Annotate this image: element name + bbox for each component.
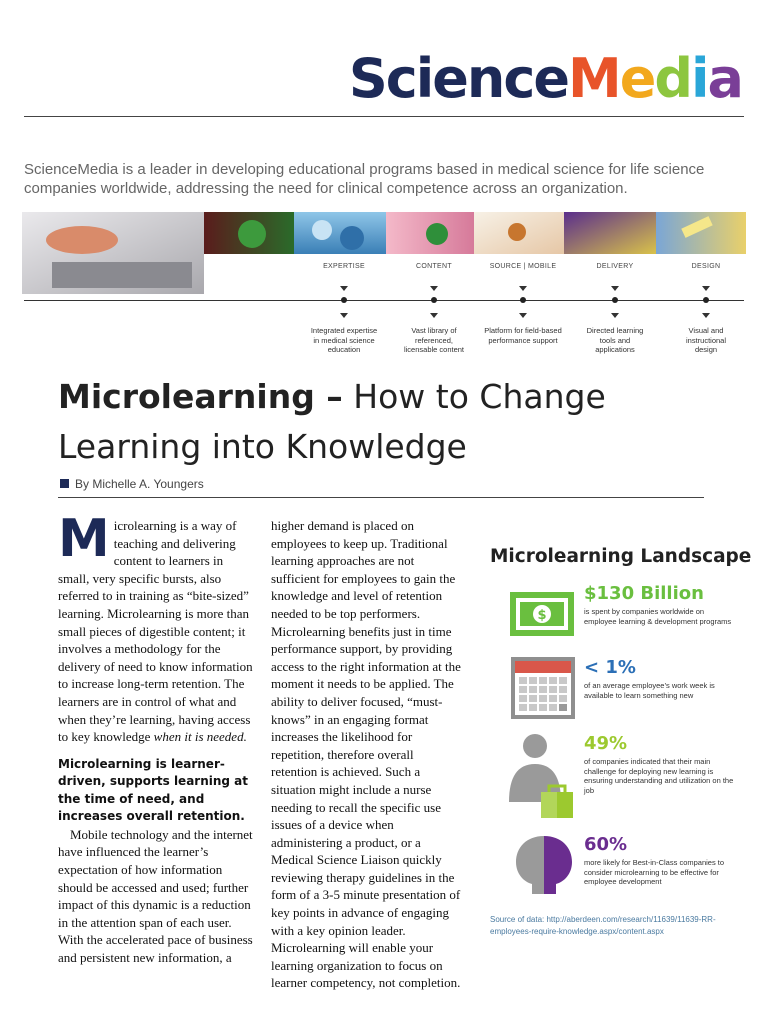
stat-value: 60%	[584, 834, 628, 855]
arrow-down-icon	[519, 313, 527, 318]
logo-letter: a	[707, 47, 742, 110]
stage-description: Integrated expertise in medical science education	[310, 326, 378, 354]
arrow-down-icon	[340, 313, 348, 318]
article-column-1	[58, 509, 253, 966]
arrow-down-icon	[611, 313, 619, 318]
logo-letter: e	[619, 47, 655, 110]
stat-money	[584, 583, 734, 626]
stat-text: more likely for Best-in-Class companies to consider microlearning to be effective for employee development	[584, 858, 725, 886]
article-paragraph: higher demand is placed on employees to keep up. Traditional learning approaches are not sufficient for employees to gain the knowledge and level of retention needed to be top performers. Microlearning benefits just in time performance support, by providing access to the right information at the moment it needs to be applied. The ability to deliver focused, “must-knows” in an engaging format increases the likelihood for repetition, therefore overall retention is achieved. Such a situation might include a nurse needing to recall the specific use issues of a device when administering a product, or a Medical Science Liaison quickly reviewing therapy guidelines in the form of a 3-5 minute presentation of key points in advance of engaging with a key opinion leader. Microlearning will enable your learning organization to focus on learner competency, not completion.	[271, 518, 461, 991]
person-icon	[505, 732, 575, 822]
stat-value: 49%	[584, 733, 628, 754]
arrow-down-icon	[519, 286, 527, 291]
stage-description: Visual and instructional design	[685, 326, 727, 354]
money-icon	[510, 592, 574, 636]
author-name: By Michelle A. Youngers	[75, 477, 204, 491]
timeline-dot	[341, 297, 347, 303]
stage-description: Directed learning tools and applications	[586, 326, 644, 354]
arrow-down-icon	[611, 286, 619, 291]
timeline-dot	[703, 297, 709, 303]
paragraph-text: icrolearning is a way of teaching and delivering content to learners in small, very specific bursts, also referred to in training as “bite-sized” learning. Microlearning is more than small pieces of digestible content; it involves a methodology for the delivery of need to know information to increase long-term retention. The learners are in control of what and when they’re learning, having access to key knowledge	[58, 518, 253, 745]
stat-effectiveness	[584, 834, 734, 887]
logo-letter: M	[568, 47, 620, 110]
stage-description: Platform for field-based performance support	[484, 326, 562, 345]
sciencemedia-logo	[348, 47, 742, 110]
stage-label: DESIGN	[691, 263, 721, 270]
logo-letter: i	[691, 47, 708, 110]
photo-collage	[22, 212, 746, 294]
article-paragraph: Mobile technology and the internet have influenced the learner’s expectation of how information should be accessed and used; further impact of this dynamic is a reduction in the attention span of each user. With the accelerated pace of business and persistent new information, a	[58, 826, 253, 965]
arrow-down-icon	[430, 313, 438, 318]
sidebar-title: Microlearning Landscape	[490, 546, 752, 567]
arrow-down-icon	[430, 286, 438, 291]
logo-letter: d	[654, 47, 692, 110]
stage-label: SOURCE | MOBILE	[489, 263, 557, 270]
stage-label: DELIVERY	[596, 263, 634, 270]
photo-strip	[22, 212, 746, 294]
square-bullet-icon	[60, 479, 69, 488]
stat-text: is spent by companies worldwide on employee learning & development programs	[584, 607, 732, 626]
timeline-line	[24, 300, 744, 301]
pull-quote: Microlearning is learner-driven, supports learning at the time of need, and increases overall retention.	[58, 756, 249, 824]
headline-rest: How to Change	[342, 377, 606, 416]
timeline-dot	[431, 297, 437, 303]
article-headline	[58, 372, 718, 472]
drop-cap: M	[58, 509, 110, 569]
stat-challenge	[584, 733, 734, 795]
header-divider	[24, 116, 744, 117]
headline-bold: Microlearning –	[58, 377, 343, 416]
head-icon	[512, 834, 576, 896]
arrow-down-icon	[702, 313, 710, 318]
byline	[60, 477, 204, 491]
stage-label: CONTENT	[416, 263, 452, 270]
stat-value: $130 Billion	[584, 583, 704, 604]
stage-description: Vast library of referenced, licensable content	[403, 326, 465, 354]
arrow-down-icon	[340, 286, 348, 291]
paragraph-emphasis: when it is needed.	[153, 729, 247, 745]
stat-time	[584, 657, 734, 700]
timeline-dot	[520, 297, 526, 303]
article-paragraph	[58, 509, 253, 746]
svg-text:$: $	[537, 608, 547, 623]
byline-divider	[58, 497, 704, 498]
article-column-2	[271, 517, 461, 992]
intro-text: ScienceMedia is a leader in developing educational programs based in medical science for life science companies worldwide, addressing the need for clinical competence across an organization.	[24, 161, 705, 197]
headline-line2: Learning into Knowledge	[58, 427, 467, 466]
stat-value: < 1%	[584, 657, 636, 678]
stage-label: EXPERTISE	[323, 263, 365, 270]
arrow-down-icon	[702, 286, 710, 291]
stat-text: of an average employee’s work week is available to learn something new	[584, 681, 715, 700]
stat-text: of companies indicated that their main challenge for deploying new learning is ensuring understanding and utilization on the job	[584, 757, 734, 795]
timeline-dot	[612, 297, 618, 303]
logo-text-science: Science	[348, 47, 568, 110]
data-source: Source of data: http://aberdeen.com/research/11639/11639-RR-employees-require-knowledge.aspx/content.aspx	[490, 915, 716, 936]
calendar-icon	[511, 657, 575, 719]
